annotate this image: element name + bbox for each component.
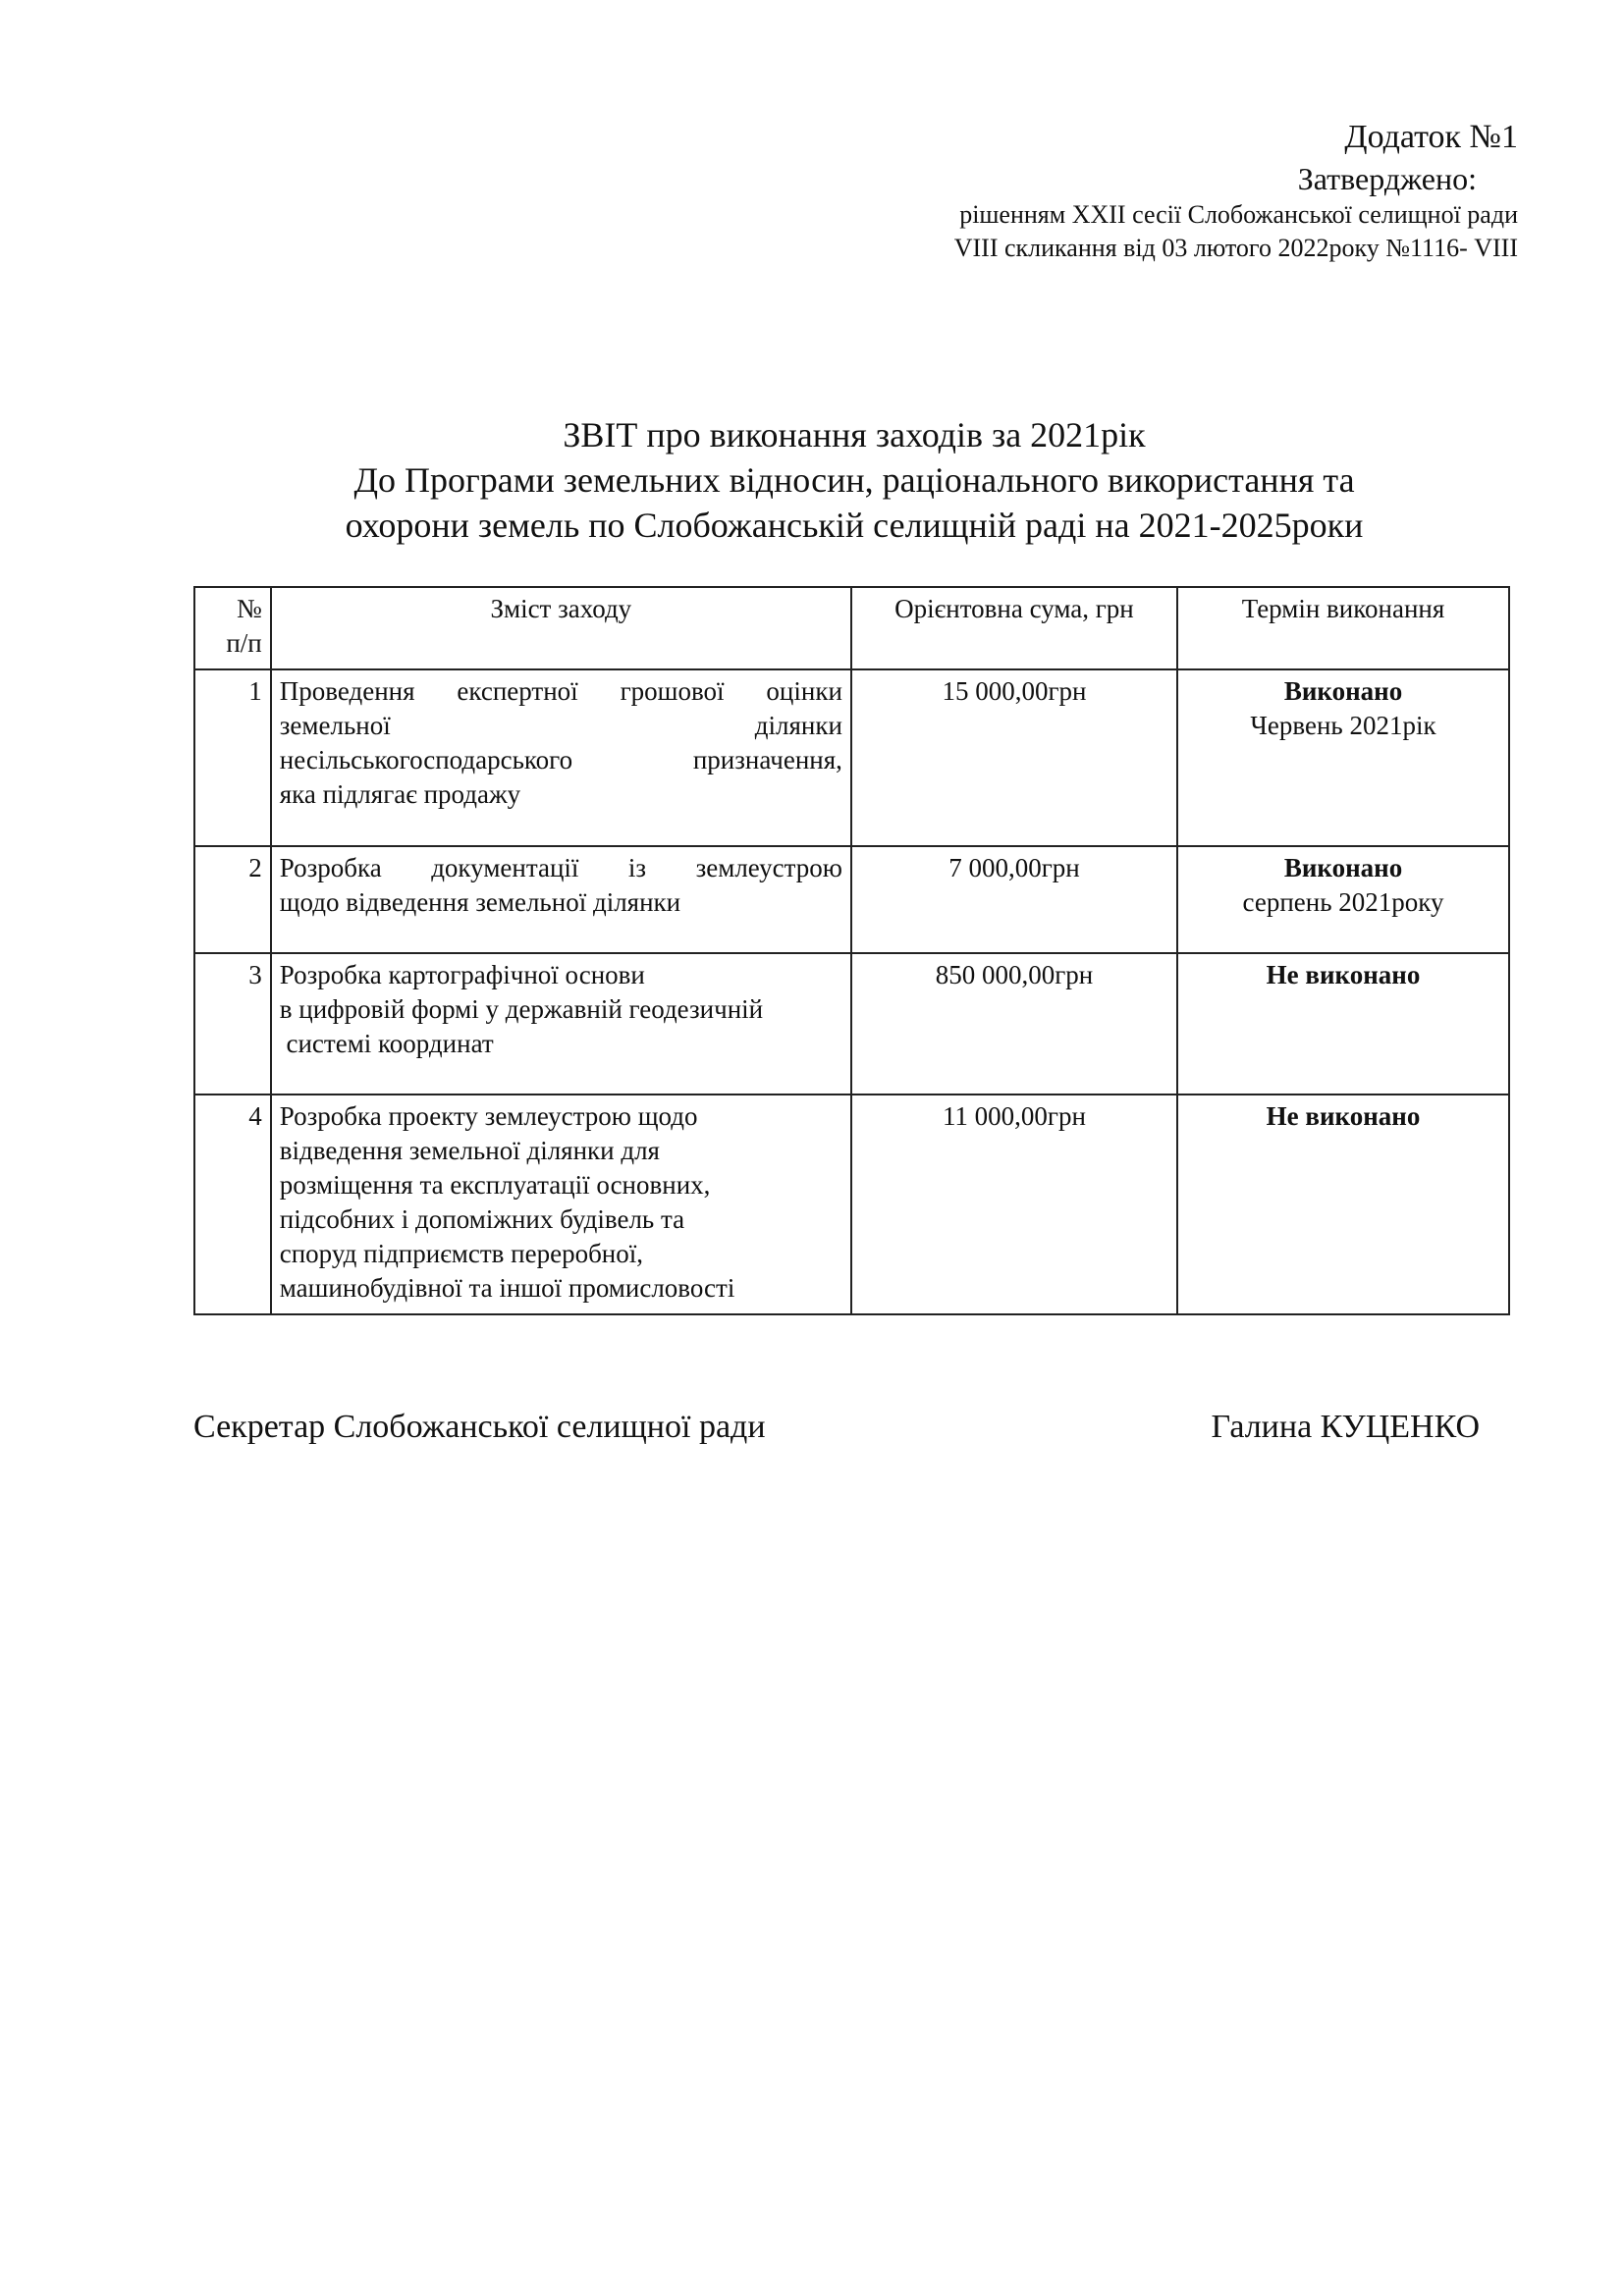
content-line: Розробка документації із землеустрою bbox=[279, 853, 842, 882]
content-line: споруд підприємств переробної, bbox=[279, 1239, 644, 1268]
row-term bbox=[1177, 1095, 1509, 1314]
status-badge: Виконано bbox=[1283, 676, 1403, 706]
table-row bbox=[194, 953, 1509, 1095]
table-row bbox=[194, 669, 1509, 846]
row-sum: 7 000,00грн bbox=[851, 846, 1177, 953]
header-sum: Орієнтовна сума, грн bbox=[851, 587, 1177, 669]
row-sum: 11 000,00грн bbox=[851, 1095, 1177, 1314]
report-title bbox=[196, 412, 1512, 548]
decision-line-2: VIII скликання від 03 лютого 2022року №1116- VIII bbox=[953, 234, 1518, 262]
content-line: відведення земельної ділянки для bbox=[279, 1136, 660, 1165]
status-badge: Не виконано bbox=[1266, 1101, 1421, 1131]
row-term bbox=[1177, 669, 1509, 846]
status-badge: Не виконано bbox=[1266, 960, 1421, 989]
row-number: 1 bbox=[194, 669, 271, 846]
content-line: Розробка картографічної основи bbox=[279, 960, 645, 989]
row-term bbox=[1177, 846, 1509, 953]
row-number: 3 bbox=[194, 953, 271, 1095]
table-row bbox=[194, 1095, 1509, 1314]
approval-block bbox=[954, 116, 1518, 265]
table-row bbox=[194, 846, 1509, 953]
content-line: в цифровій формі у державній геодезичній bbox=[279, 994, 764, 1024]
row-sum: 15 000,00грн bbox=[851, 669, 1177, 846]
approved-label: Затверджено: bbox=[1297, 161, 1477, 196]
row-content bbox=[271, 953, 851, 1095]
title-line-1: ЗВІТ про виконання заходів за 2021рік bbox=[563, 415, 1146, 454]
decision-line-1: рішенням XXII сесії Слобожанської селищної ради bbox=[959, 200, 1518, 229]
content-line: щодо відведення земельної ділянки bbox=[279, 887, 681, 917]
content-line: несільськогосподарського призначення, bbox=[279, 745, 842, 774]
content-line: машинобудівної та іншої промисловості bbox=[279, 1273, 735, 1303]
signatory-position: Секретар Слобожанської селищної ради bbox=[193, 1409, 766, 1445]
title-line-3: охорони земель по Слобожанській селищній раді на 2021-2025роки bbox=[345, 506, 1364, 545]
header-content: Зміст заходу bbox=[271, 587, 851, 669]
header-num bbox=[194, 587, 271, 669]
header-num-abbr: п/п bbox=[226, 628, 262, 658]
header-num-symbol: № bbox=[236, 594, 262, 623]
row-number: 4 bbox=[194, 1095, 271, 1314]
row-sum: 850 000,00грн bbox=[851, 953, 1177, 1095]
content-line: Розробка проекту землеустрою щодо bbox=[279, 1101, 698, 1131]
table-header-row bbox=[194, 587, 1509, 669]
content-line: системі координат bbox=[279, 1029, 494, 1058]
term-date: Червень 2021рік bbox=[1250, 711, 1436, 740]
header-term: Термін виконання bbox=[1177, 587, 1509, 669]
signatory-name: Галина КУЦЕНКО bbox=[1211, 1409, 1480, 1445]
status-badge: Виконано bbox=[1283, 853, 1403, 882]
term-date: серпень 2021року bbox=[1242, 887, 1444, 917]
row-number: 2 bbox=[194, 846, 271, 953]
annex-label: Додаток №1 bbox=[1344, 119, 1518, 155]
row-content bbox=[271, 1095, 851, 1314]
row-term bbox=[1177, 953, 1509, 1095]
content-line: яка підлягає продажу bbox=[279, 779, 521, 809]
title-line-2: До Програми земельних відносин, раціонального використання та bbox=[353, 460, 1355, 500]
content-line: розміщення та експлуатації основних, bbox=[279, 1170, 711, 1200]
row-content bbox=[271, 669, 851, 846]
content-line: земельної ділянки bbox=[279, 711, 842, 740]
content-line: підсобних і допоміжних будівель та bbox=[279, 1204, 685, 1234]
measures-table bbox=[193, 586, 1510, 1315]
row-content bbox=[271, 846, 851, 953]
content-line: Проведення експертної грошової оцінки bbox=[279, 676, 842, 706]
